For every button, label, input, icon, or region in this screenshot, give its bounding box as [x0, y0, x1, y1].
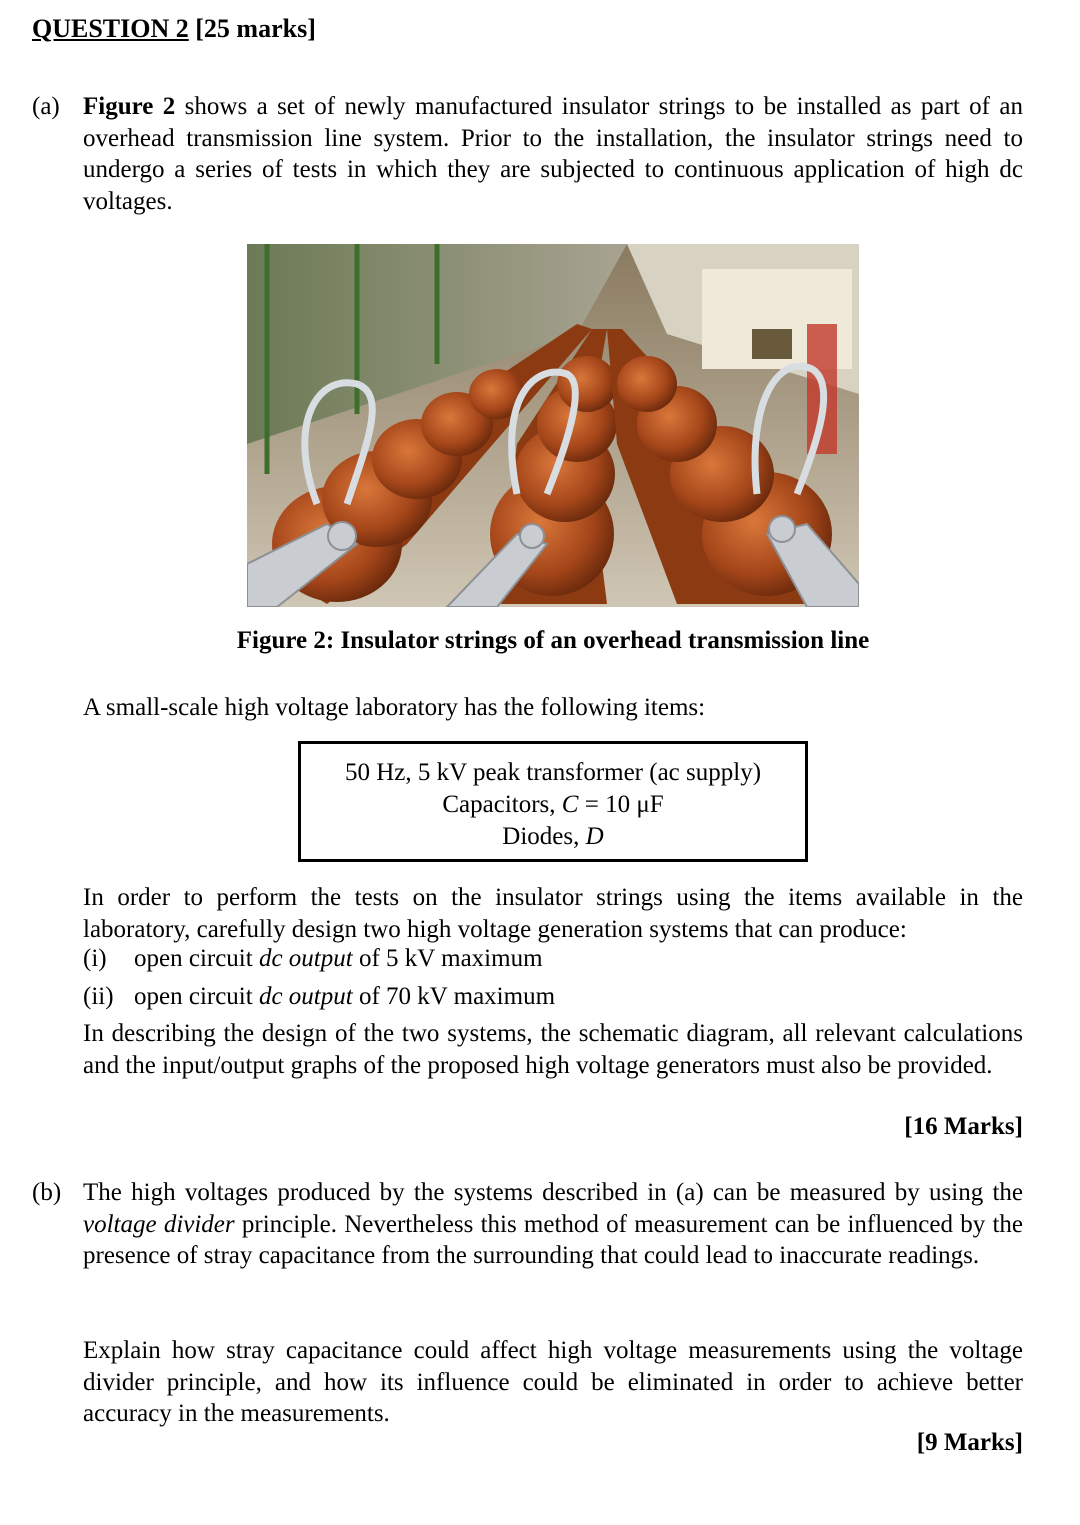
question-total-marks: [25 marks] [188, 14, 316, 43]
sub-ii-text [134, 983, 555, 1011]
lab-intro: A small-scale high voltage laboratory has the following items: [83, 694, 706, 721]
describe-text: In describing the design of the two systems, the schematic diagram, all relevant calculations and the input/output graphs of the proposed high voltage generators must also be provided. [83, 1020, 1023, 1079]
diode-label: Diodes, [502, 823, 586, 850]
item-capacitors [301, 789, 805, 821]
part-a-marks: [16 Marks] [904, 1113, 1023, 1140]
part-a-intro-text: shows a set of newly manufactured insulator strings to be installed as part of an overhead transmission line system. Prior to the installation, the insulator strings need to undergo a series of tests in which they are subjected to continuous application of high dc voltages. [83, 93, 1023, 215]
sub-i-pre: open circuit [134, 945, 259, 972]
sub-ii-post: of 70 kV maximum [352, 983, 556, 1010]
diode-symbol: D [585, 823, 604, 850]
part-b-label: (b) [32, 1179, 62, 1206]
figure-reference: Figure 2 [83, 93, 176, 120]
insulator-strings-illustration [247, 244, 859, 607]
part-b-paragraph-2: Explain how stray capacitance could affect high voltage measurements using the voltage divider principle, and how its influence could be eliminated in order to achieve better accuracy in the measurements. [83, 1337, 1023, 1427]
item-transformer: 50 Hz, 5 kV peak transformer (ac supply) [344, 759, 762, 786]
capacitor-label: Capacitors, [442, 791, 562, 818]
capacitor-symbol: C [561, 791, 579, 818]
sub-i-label: (i) [83, 945, 107, 972]
sub-ii-emphasis: dc output [258, 983, 353, 1010]
sub-i-emphasis: dc output [258, 945, 353, 972]
question-number: QUESTION 2 [32, 14, 189, 43]
capacitor-value: = 10 μF [578, 791, 664, 818]
part-b-p1-post: principle. Nevertheless this method of measurement can be influenced by the presence of stray capacitance from the surrounding that could lead to inaccurate readings. [83, 1210, 1023, 1269]
task-text: In order to perform the tests on the insulator strings using the items available in the laboratory, carefully design two high voltage generation systems that can produce: [83, 884, 1023, 943]
figure-caption: Figure 2: Insulator strings of an overhead transmission line [236, 627, 870, 654]
lab-items-box [298, 741, 808, 862]
sub-i-text [134, 945, 543, 973]
part-a-intro [83, 91, 1023, 217]
part-b-p1-pre: The high voltages produced by the systems described in (a) can be measured by using the [83, 1179, 1023, 1206]
part-b-paragraph-1 [83, 1177, 1023, 1272]
item-diodes [301, 821, 805, 853]
sub-ii-pre: open circuit [134, 983, 259, 1010]
part-a-label: (a) [32, 93, 60, 120]
sub-i-post: of 5 kV maximum [352, 945, 543, 972]
part-b-marks: [9 Marks] [916, 1429, 1023, 1456]
sub-ii-label: (ii) [83, 983, 114, 1010]
question-title [32, 14, 316, 44]
figure-2-photo [247, 244, 859, 607]
part-b-p1-emphasis: voltage divider [83, 1210, 235, 1238]
